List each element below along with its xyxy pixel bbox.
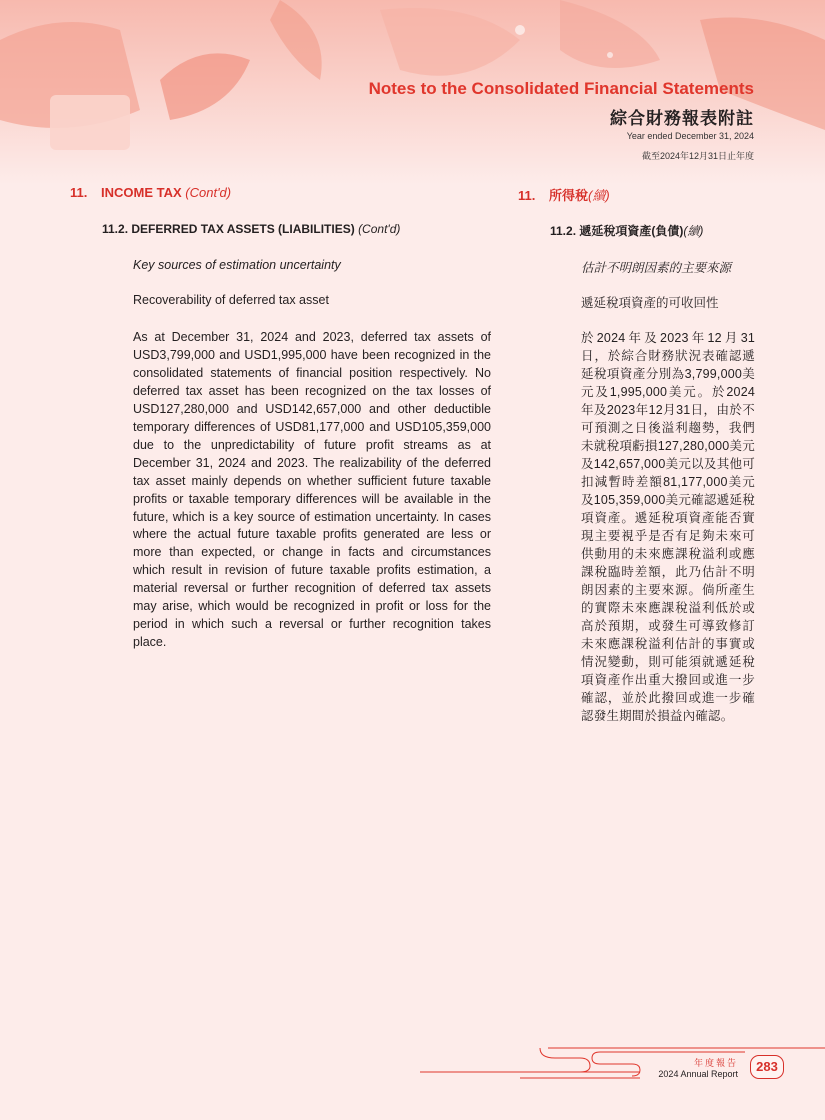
subsection-number: 11.2. xyxy=(550,224,577,238)
footer-report-zh: 年度報告 xyxy=(693,1058,738,1068)
subsection-heading-en xyxy=(102,222,400,236)
footer-report-en: 2024 Annual Report xyxy=(658,1069,738,1079)
body-paragraph-zh: 於2024年及2023年12月31日，於綜合財務狀況表確認遞延稅項資產分別為3,799,000美元及1,995,000美元。於2024年及2023年12月31日，由於不可預測之日後溢利趨勢，我們未就稅項虧損127,280,000美元及142,657,000美元以及其他可扣減暫時差額81,177,000美元及105,359,000美元確認遞延稅項資產。遞延稅項資產能否實現主要視乎是否有足夠未來可供動用的未來應課稅溢利或應課稅臨時差額，此乃估計不明朗因素的主要來源。倘所產生的實際未來應課稅溢利低於或高於預期，或發生可導致修訂未來應課稅溢利估計的事實或情況變動，則可能須就遞延稅項資產作出重大撥回或進一步確認，並於此撥回或進一步確認發生期間於損益內確認。 xyxy=(581,331,755,723)
subsection-title: DEFERRED TAX ASSETS (LIABILITIES) xyxy=(131,222,355,236)
key-sources-heading-zh: 估計不明朗因素的主要來源 xyxy=(581,261,732,275)
section-number: 11. xyxy=(518,188,536,203)
body-paragraph-en: As at December 31, 2024 and 2023, deferred tax assets of USD3,799,000 and USD1,995,000 have been recognized in the consolidated statements of financial position respectively. No deferred tax asset has been recognized on the tax losses of USD127,280,000 and USD142,657,000 and other deductible temporary differences of USD81,177,000 and USD105,359,000 due to the unpredictability of future profit streams as at December 31, 2024 and 2023. The realizability of the deferred tax asset mainly depends on whether sufficient future taxable profits or taxable temporary differences will be available in the future, which is a key source of estimation uncertainty. In cases where the actual future taxable profits generated are less or more than expected, or change in facts and circumstances which result in revision of future taxable profits estimation, a material reversal or further recognition of deferred tax assets may arise, which would be recognized in profit or loss for the period in which such a reversal or further recognition takes place. xyxy=(133,330,491,650)
header-year-en: Year ended December 31, 2024 xyxy=(626,131,754,141)
section-heading-zh xyxy=(518,185,610,204)
section-title: 所得稅 xyxy=(549,188,589,203)
section-number: 11. xyxy=(70,185,88,200)
header-title-en: Notes to the Consolidated Financial Statements xyxy=(368,79,754,98)
section-heading-en xyxy=(70,185,231,200)
section-title: INCOME TAX xyxy=(101,185,182,200)
header-year-zh: 截至2024年12月31日止年度 xyxy=(641,151,754,161)
section-cont: (Cont'd) xyxy=(185,185,232,200)
subsection-cont: (Cont'd) xyxy=(358,222,401,236)
key-sources-heading-en: Key sources of estimation uncertainty xyxy=(133,258,341,272)
page-number: 283 xyxy=(750,1055,784,1079)
recoverability-heading-zh: 遞延稅項資產的可收回性 xyxy=(581,296,719,310)
recoverability-heading-en: Recoverability of deferred tax asset xyxy=(133,293,329,307)
section-cont: (續) xyxy=(588,188,610,203)
subsection-title: 遞延稅項資產(負債) xyxy=(579,224,684,238)
subsection-heading-zh xyxy=(550,222,703,239)
header-title-zh: 綜合財務報表附註 xyxy=(610,109,754,128)
subsection-number: 11.2. xyxy=(102,222,129,236)
subsection-cont: (續) xyxy=(683,224,704,238)
